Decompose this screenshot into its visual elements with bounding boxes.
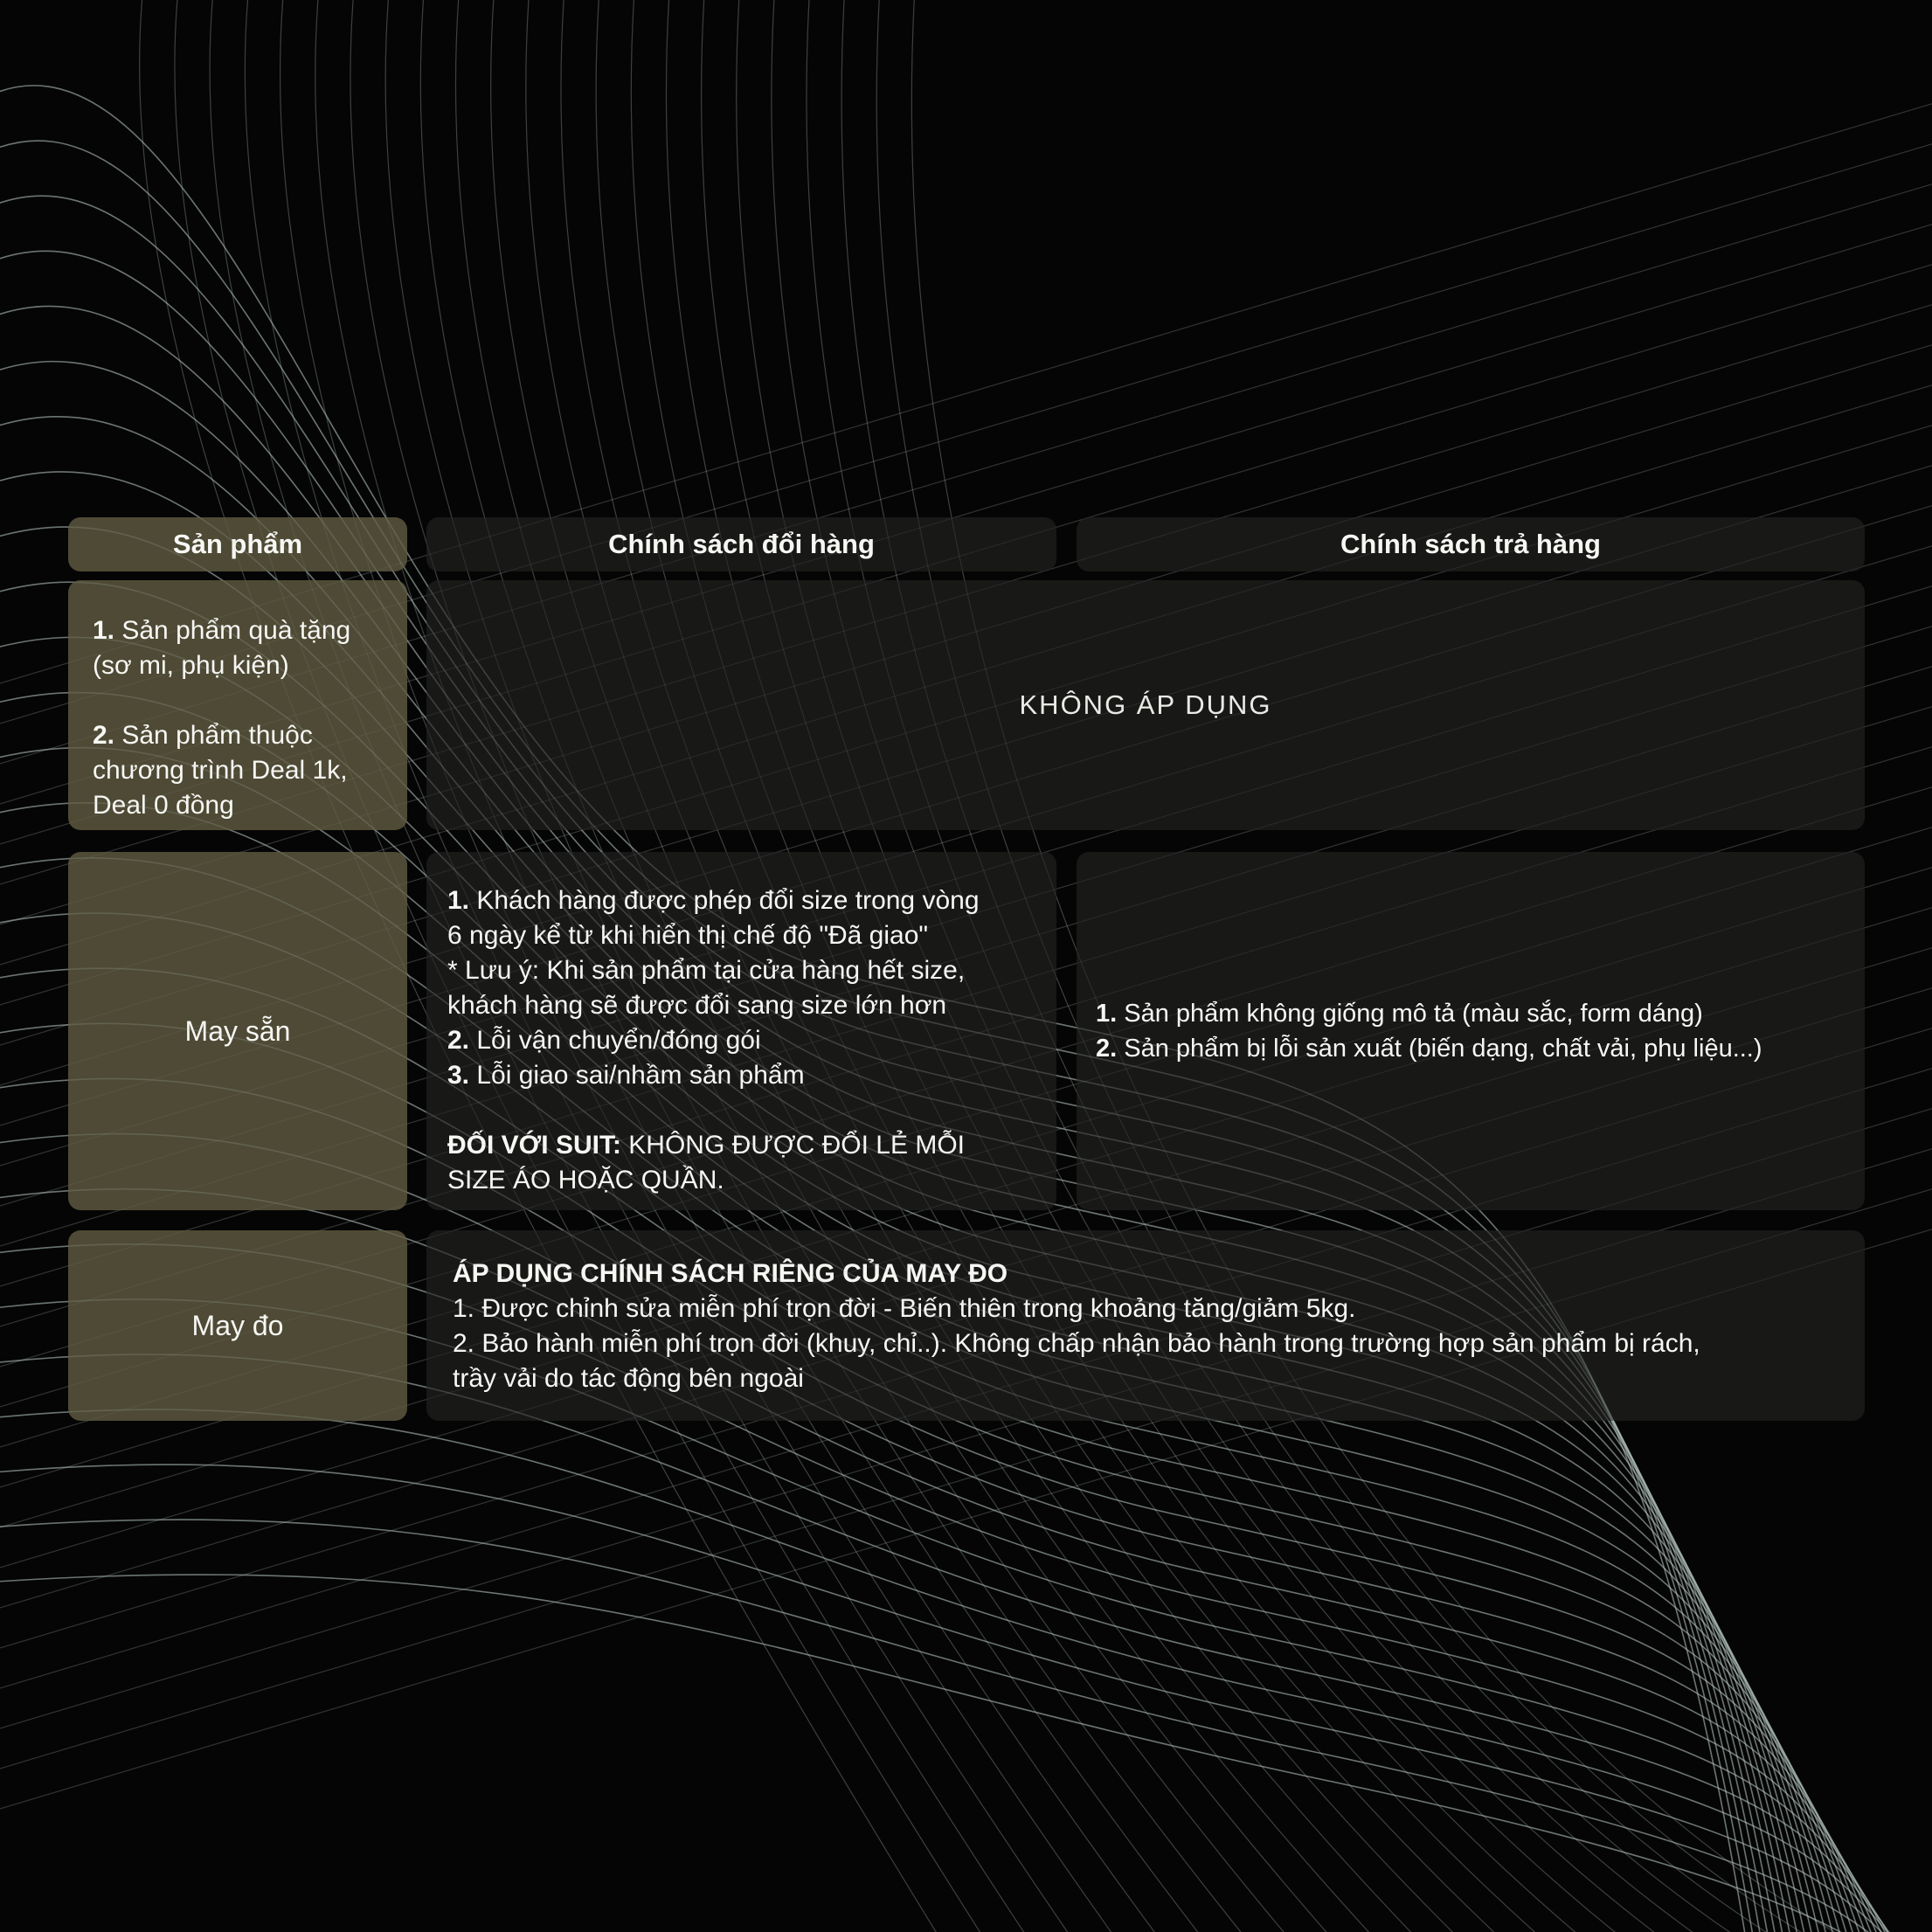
text-line: chương trình Deal 1k, — [93, 756, 348, 785]
text-line: khách hàng sẽ được đổi sang size lớn hơn — [447, 991, 947, 1020]
cell-ready-made-exchange-policy — [426, 852, 1056, 1210]
text-line — [93, 683, 383, 718]
header-product — [68, 517, 407, 571]
text-line: (sơ mi, phụ kiện) — [93, 651, 289, 680]
cell-gift-products — [68, 580, 407, 830]
text-line: 6 ngày kể từ khi hiển thị chế độ "Đã giao" — [447, 921, 929, 950]
cell-made-to-measure-label — [68, 1230, 407, 1421]
text-line: Deal 0 đồng — [93, 791, 234, 820]
not-applicable-label: KHÔNG ÁP DỤNG — [1019, 689, 1272, 720]
text-line: SIZE ÁO HOẶC QUẦN. — [447, 1166, 724, 1195]
cell-gift-not-applicable — [426, 580, 1865, 830]
cell-made-to-measure-policy — [426, 1230, 1865, 1421]
ready-made-label: May sẵn — [184, 1015, 291, 1047]
text-line: 3. Lỗi giao sai/nhầm sản phẩm — [447, 1061, 805, 1090]
header-return-label: Chính sách trả hàng — [1340, 529, 1601, 559]
text-line: 2. Bảo hành miễn phí trọn đời (khuy, chỉ..). Không chấp nhận bảo hành trong trường hợp sản phẩm bị rách, — [453, 1329, 1700, 1358]
text-line: 2. Sản phẩm bị lỗi sản xuất (biến dạng, chất vải, phụ liệu...) — [1096, 1035, 1762, 1063]
header-product-label: Sản phẩm — [172, 529, 303, 559]
text-line: 2. Sản phẩm thuộc — [93, 721, 313, 750]
text-line: ĐỐI VỚI SUIT: KHÔNG ĐƯỢC ĐỔI LẺ MỖI — [447, 1131, 965, 1160]
header-return-policy — [1077, 517, 1865, 571]
text-line: * Lưu ý: Khi sản phẩm tại cửa hàng hết size, — [447, 956, 966, 985]
made-to-measure-label: May đo — [191, 1310, 284, 1341]
text-line: ÁP DỤNG CHÍNH SÁCH RIÊNG CỦA MAY ĐO — [453, 1259, 1008, 1288]
cell-ready-made-label — [68, 852, 407, 1210]
text-line: trầy vải do tác động bên ngoài — [453, 1364, 804, 1393]
cell-ready-made-return-policy — [1077, 852, 1865, 1210]
text-line: 1. Khách hàng được phép đổi size trong vòng — [447, 886, 980, 915]
text-line: 2. Lỗi vận chuyển/đóng gói — [447, 1026, 761, 1055]
header-exchange-label: Chính sách đổi hàng — [608, 529, 875, 559]
text-line: 1. Được chỉnh sửa miễn phí trọn đời - Biến thiên trong khoảng tăng/giảm 5kg. — [453, 1294, 1356, 1323]
text-line: 1. Sản phẩm không giống mô tả (màu sắc, form dáng) — [1096, 1000, 1703, 1028]
text-line — [447, 1093, 1037, 1128]
text-line: 1. Sản phẩm quà tặng — [93, 616, 351, 645]
header-exchange-policy — [426, 517, 1056, 571]
